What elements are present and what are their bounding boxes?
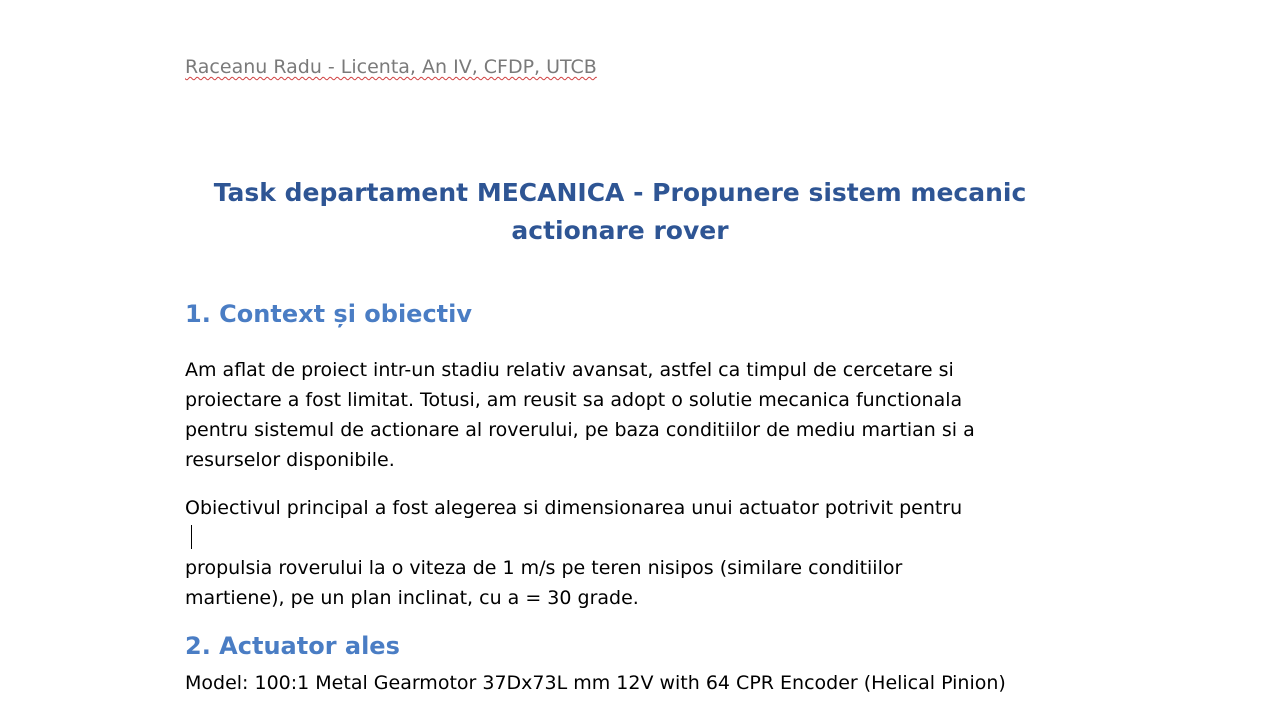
- document-title: [0, 174, 1240, 250]
- paragraph-line: Model: 100:1 Metal Gearmotor 37Dx73L mm 12V with 64 CPR Encoder (Helical Pinion): [185, 672, 1006, 694]
- title-line-1: Task departament MECANICA - Propunere sistem mecanic: [213, 178, 1027, 207]
- title-line-2: actionare rover: [511, 216, 729, 245]
- text-cursor: [191, 525, 192, 549]
- section-heading-context: 1. Context și obiectiv: [185, 300, 473, 328]
- paragraph-line: Am aflat de proiect intr-un stadiu relativ avansat, astfel ca timpul de cercetare si: [185, 359, 954, 381]
- paragraph-line: proiectare a fost limitat. Totusi, am reusit sa adopt o solutie mecanica functionala: [185, 389, 963, 411]
- paragraph-line-text: Obiectivul principal a fost alegerea si dimensionarea unui actuator potrivit pentru: [185, 497, 963, 519]
- section-heading-actuator: 2. Actuator ales: [185, 632, 400, 660]
- paragraph-actuator-model: [185, 668, 1065, 698]
- paragraph-context-2: [185, 493, 1065, 613]
- paragraph-line: propulsia roverului la o viteza de 1 m/s pe teren nisipos (similare conditiilor: [185, 557, 903, 579]
- paragraph-line: resurselor disponibile.: [185, 449, 395, 471]
- paragraph-line: pentru sistemul de actionare al roverului, pe baza conditiilor de mediu martian si a: [185, 419, 975, 441]
- paragraph-line: [185, 493, 1065, 553]
- document-header: [185, 56, 597, 78]
- header-text: Raceanu Radu - Licenta, An IV, CFDP, UTCB: [185, 56, 597, 78]
- paragraph-line: martiene), pe un plan inclinat, cu a = 30 grade.: [185, 587, 639, 609]
- paragraph-context-1: [185, 355, 1065, 475]
